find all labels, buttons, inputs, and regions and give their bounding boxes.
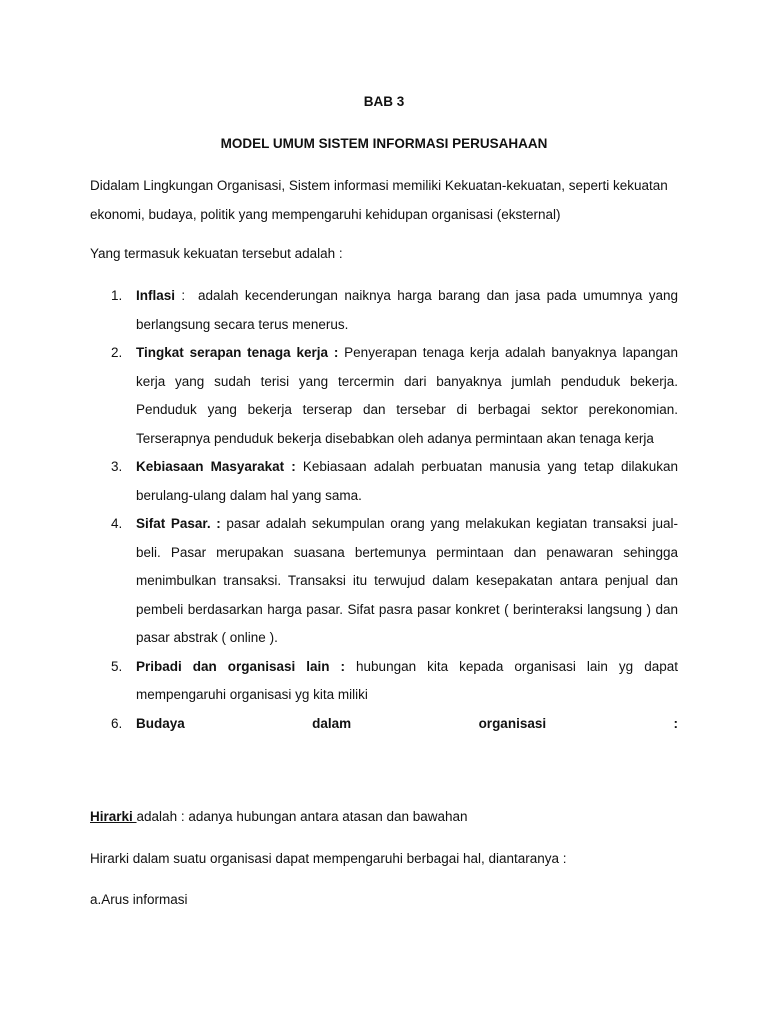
list-item bbox=[90, 710, 678, 739]
item-number: 3. bbox=[111, 459, 123, 474]
item-term: Inflasi bbox=[136, 288, 176, 303]
item-text: Kebiasaan adalah perbuatan manusia yang tetap dilakukan berulang-ulang dalam hal yang sama. bbox=[136, 459, 678, 503]
item-number: 4. bbox=[111, 516, 123, 531]
item-separator: : bbox=[175, 288, 198, 303]
point-a: a.Arus informasi bbox=[90, 892, 188, 907]
item-text: adalah kecenderungan naiknya harga barang dan jasa pada umumnya yang berlangsung secara terus menerus. bbox=[136, 288, 678, 332]
item-term: Tingkat serapan tenaga kerja : bbox=[136, 345, 339, 360]
item-number: 6. bbox=[111, 715, 123, 731]
item-term: Kebiasaan Masyarakat : bbox=[136, 459, 296, 474]
intro-paragraph: Didalam Lingkungan Organisasi, Sistem informasi memiliki Kekuatan-kekuatan, seperti kekuatan ekonomi, budaya, politik yang mempengaruhi kehidupan organisasi (eksternal) bbox=[90, 178, 668, 222]
item-number: 5. bbox=[111, 658, 123, 674]
item-word: : bbox=[673, 715, 678, 731]
list-item bbox=[90, 510, 678, 653]
hirarki-text: adalah : adanya hubungan antara atasan dan bawahan bbox=[136, 809, 468, 824]
item-text: Penyerapan tenaga kerja adalah banyaknya lapangan kerja yang sudah terisi yang tercermin dari banyaknya jumlah penduduk bekerja. Penduduk yang bekerja terserap dan tersebar di berbagai sektor perekonomian. Terserapnya penduduk bekerja disebabkan oleh adanya permintaan akan tenaga kerja bbox=[136, 345, 678, 446]
item-word: dalam bbox=[312, 715, 352, 731]
list-item bbox=[90, 282, 678, 339]
item-separator bbox=[345, 659, 356, 674]
list-item bbox=[90, 339, 678, 453]
hirarki-note: Hirarki dalam suatu organisasi dapat mempengaruhi berbagai hal, diantaranya : bbox=[90, 851, 567, 866]
list-item bbox=[90, 653, 678, 710]
hirarki-term: Hirarki bbox=[90, 809, 137, 824]
item-word: organisasi bbox=[478, 715, 547, 731]
document-title: MODEL UMUM SISTEM INFORMASI PERUSAHAAN bbox=[220, 136, 548, 151]
item-text: pasar adalah sekumpulan orang yang melakukan kegiatan transaksi jual-beli. Pasar merupakan suasana bertemunya permintaan dan penawaran sehingga menimbulkan transaksi. Transaksi itu terwujud dalam kesepakatan antara penjual dan pembeli berdasarkan harga pasar. Sifat pasra pasar konkret ( berinteraksi langsung ) dan pasar abstrak ( online ). bbox=[136, 516, 678, 645]
hirarki-definition bbox=[90, 809, 468, 824]
item-term bbox=[136, 710, 678, 739]
item-word: Budaya bbox=[136, 715, 185, 731]
item-separator bbox=[296, 459, 303, 474]
item-number: 1. bbox=[111, 288, 123, 303]
item-term: Sifat Pasar. : bbox=[136, 516, 221, 531]
chapter-heading: BAB 3 bbox=[363, 94, 405, 109]
list-item bbox=[90, 453, 678, 510]
item-term: Pribadi dan organisasi lain : bbox=[136, 658, 346, 674]
item-number: 2. bbox=[111, 345, 123, 360]
forces-list bbox=[90, 282, 678, 738]
lead-sentence: Yang termasuk kekuatan tersebut adalah : bbox=[90, 246, 343, 261]
item-text: hubungan kita kepada organisasi lain yg dapat mempengaruhi organisasi yg kita miliki bbox=[136, 658, 678, 702]
